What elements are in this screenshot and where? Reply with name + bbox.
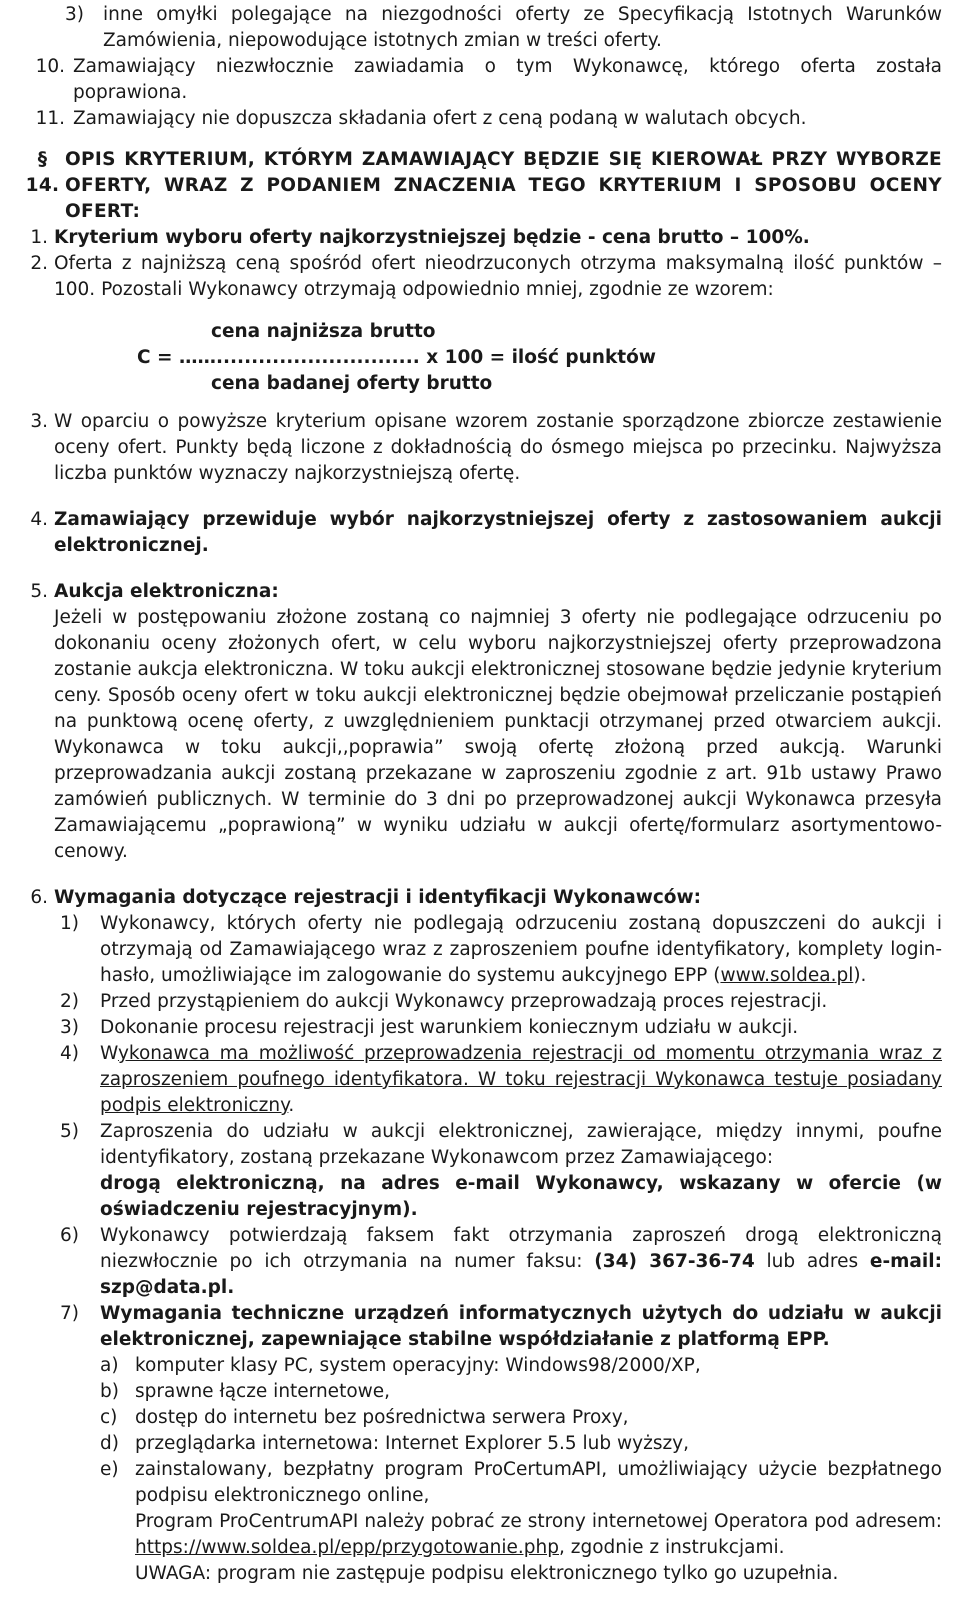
item-text: zainstalowany, bezpłatny program ProCertumAPI, umożliwiający użycie bezpłatnego podpisu elektronicznego online, xyxy=(135,1459,942,1506)
item-letter: b) xyxy=(100,1381,119,1402)
item-text: Zamawiający przewiduje wybór najkorzystniejszej oferty z zastosowaniem aukcji elektronicznej. xyxy=(54,509,942,556)
fax-number: (34) 367-36-74 xyxy=(594,1251,755,1272)
list-item xyxy=(100,1405,942,1431)
registration-heading: Wymagania dotyczące rejestracji i identyfikacji Wykonawców: xyxy=(54,887,701,908)
section-symbol: § 14. xyxy=(25,149,60,196)
item-text: komputer klasy PC, system operacyjny: Windows98/2000/XP, xyxy=(135,1355,701,1376)
item-number: 3) xyxy=(65,4,84,25)
list-item xyxy=(60,911,942,989)
item-number: 5. xyxy=(30,581,48,602)
list-item xyxy=(100,1431,942,1457)
item-number: 2. xyxy=(30,253,48,274)
list-item xyxy=(60,989,942,1015)
formula-numerator: cena najniższa brutto xyxy=(211,321,436,342)
list-item xyxy=(60,1223,942,1301)
list-item xyxy=(60,1015,942,1041)
item-number: 3) xyxy=(60,1017,79,1038)
item-text: Wykonawcy, których oferty nie podlegają odrzuceniu zostaną dopuszczeni do aukcji i otrzymają od Zamawiającego wraz z zaproszeniem poufne identyfikatory, komplety login-hasło, umożliwiające im zalogowanie do systemu aukcyjnego EPP ( xyxy=(100,913,942,986)
item-text: W oparciu o powyższe kryterium opisane wzorem zostanie sporządzone zbiorcze zestawienie oceny ofert. Punkty będą liczone z dokładnością do ósmego miejsca po przecinku. Najwyższa liczba punktów wyznaczy najkorzystniejszą ofertę. xyxy=(54,411,942,484)
paragraph-5 xyxy=(20,579,942,865)
item-number: 1. xyxy=(30,227,48,248)
item-number: 2) xyxy=(60,991,79,1012)
list-item xyxy=(100,1457,942,1587)
item-text-start: W xyxy=(100,1043,118,1064)
item-number: 10. xyxy=(35,56,65,77)
item-number: 5) xyxy=(60,1121,79,1142)
paragraph-3 xyxy=(20,409,942,487)
item-letter: a) xyxy=(100,1355,119,1376)
item-text: Wykonawcy potwierdzają faksem fakt otrzymania zaproszeń drogą elektroniczną niezwłocznie po ich otrzymania na numer faksu: xyxy=(100,1225,942,1272)
score-formula xyxy=(137,319,942,397)
item-text: Wymagania techniczne urządzeń informatycznych użytych do udziału w aukcji elektronicznej, zapewniające stabilne współdziałanie z platformą EPP. xyxy=(100,1303,942,1350)
list-item xyxy=(27,106,942,132)
section-title: OPIS KRYTERIUM, KTÓRYM ZAMAWIAJĄCY BĘDZIE SIĘ KIEROWAŁ PRZY WYBORZE OFERTY, WRAZ Z PODANIEM ZNACZENIA TEGO KRYTERIUM I SPOSOBU OCENY OFERT: xyxy=(65,149,942,222)
item-number: 7) xyxy=(60,1303,79,1324)
formula-denominator: cena badanej oferty brutto xyxy=(211,373,493,394)
list-item xyxy=(65,2,942,54)
list-item xyxy=(100,1379,942,1405)
item-text: Zamawiający niezwłocznie zawiadamia o tym Wykonawcę, którego oferta została poprawiona. xyxy=(73,56,942,103)
item-text: inne omyłki polegające na niezgodności oferty ze Specyfikacją Istotnych Warunków Zamówienia, niepowodujące istotnych zmian w treści oferty. xyxy=(103,4,942,51)
item-text-mid: lub adres xyxy=(754,1251,870,1272)
auction-heading: Aukcja elektroniczna: xyxy=(54,581,279,602)
item-letter: c) xyxy=(100,1407,118,1428)
item-text-end: . xyxy=(288,1095,295,1116)
item-number: 4. xyxy=(30,509,48,530)
item-text: sprawne łącze internetowe, xyxy=(135,1381,391,1402)
item-number: 1) xyxy=(60,913,79,934)
paragraph-6 xyxy=(20,885,942,911)
item-text-bold: drogą elektroniczną, na adres e-mail Wykonawcy, wskazany w ofercie (w oświadczeniu rejestracyjnym). xyxy=(100,1173,942,1220)
formula-line: C = ……............................. x 100 = ilość punktów xyxy=(137,347,656,368)
paragraph-1 xyxy=(20,225,942,251)
item-letter: e) xyxy=(100,1459,119,1480)
item-letter: d) xyxy=(100,1433,119,1454)
item-text-underlined: ykonawca ma możliwość przeprowadzenia rejestracji od momentu otrzymania wraz z zaproszeniem poufnego identyfikatora. W toku rejestracji Wykonawca testuje posiadany podpis elektroniczny xyxy=(100,1043,942,1116)
download-text-end: , zgodnie z instrukcjami. xyxy=(559,1537,785,1558)
warning-note: UWAGA: program nie zastępuje podpisu elektronicznego tylko go uzupełnia. xyxy=(135,1563,839,1584)
item-text: Zamawiający nie dopuszcza składania ofert z ceną podaną w walutach obcych. xyxy=(73,108,807,129)
paragraph-2 xyxy=(20,251,942,303)
email-address: e-mail: szp@data.pl. xyxy=(100,1251,942,1298)
download-link[interactable]: https://www.soldea.pl/epp/przygotowanie.php xyxy=(135,1537,559,1558)
soldea-link[interactable]: www.soldea.pl xyxy=(720,965,854,986)
list-item xyxy=(27,54,942,106)
item-number: 6. xyxy=(30,887,48,908)
list-item xyxy=(100,1353,942,1379)
section-heading xyxy=(20,147,942,225)
item-number: 4) xyxy=(60,1043,79,1064)
item-text: Dokonanie procesu rejestracji jest warunkiem koniecznym udziału w aukcji. xyxy=(100,1017,799,1038)
item-text: Oferta z najniższą ceną spośród ofert nieodrzuconych otrzyma maksymalną ilość punktów – 100. Pozostali Wykonawcy otrzymają odpowiednio mniej, zgodnie ze wzorem: xyxy=(54,253,942,300)
paragraph-4 xyxy=(20,507,942,559)
download-text: Program ProCentrumAPI należy pobrać ze strony internetowej Operatora pod adresem: xyxy=(135,1511,942,1532)
item-text: Zaproszenia do udziału w aukcji elektronicznej, zawierające, między innymi, poufne identyfikatory, zostaną przekazane Wykonawcom przez Zamawiającego: xyxy=(100,1121,942,1168)
auction-body: Jeżeli w postępowaniu złożone zostaną co najmniej 3 oferty nie podlegające odrzuceniu po dokonaniu oceny złożonych ofert, w celu wyboru najkorzystniejszej oferty przeprowadzona zostanie aukcja elektroniczna. W toku aukcji elektronicznej stosowane będzie jedynie kryterium ceny. Sposób oceny ofert w toku aukcji elektronicznej będzie obejmował przeliczanie postąpień na punktową ocenę oferty, z uwzględnieniem punktacji otrzymanej przed otwarciem aukcji. Wykonawca w toku aukcji,,poprawia” swoją ofertę złożoną przed aukcją. Warunki przeprowadzania aukcji zostaną przekazane w zaproszeniu zgodnie z art. 91b ustawy Prawo zamówień publicznych. W terminie do 3 dni po przeprowadzonej aukcji Wykonawca przesyła Zamawiającemu „poprawioną” w wyniku udziału w aukcji ofertę/formularz asortymentowo-cenowy. xyxy=(54,607,942,862)
item-number: 11. xyxy=(35,108,65,129)
item-text-end: ). xyxy=(853,965,867,986)
item-text: Przed przystąpieniem do aukcji Wykonawcy przeprowadzają proces rejestracji. xyxy=(100,991,828,1012)
item-number: 3. xyxy=(30,411,48,432)
item-text: przeglądarka internetowa: Internet Explorer 5.5 lub wyższy, xyxy=(135,1433,689,1454)
list-item xyxy=(60,1301,942,1353)
list-item xyxy=(60,1041,942,1119)
criterion-text: Kryterium wyboru oferty najkorzystniejszej będzie - cena brutto – 100%. xyxy=(54,227,810,248)
item-text: dostęp do internetu bez pośrednictwa serwera Proxy, xyxy=(135,1407,629,1428)
list-item xyxy=(60,1119,942,1223)
item-number: 6) xyxy=(60,1225,79,1246)
